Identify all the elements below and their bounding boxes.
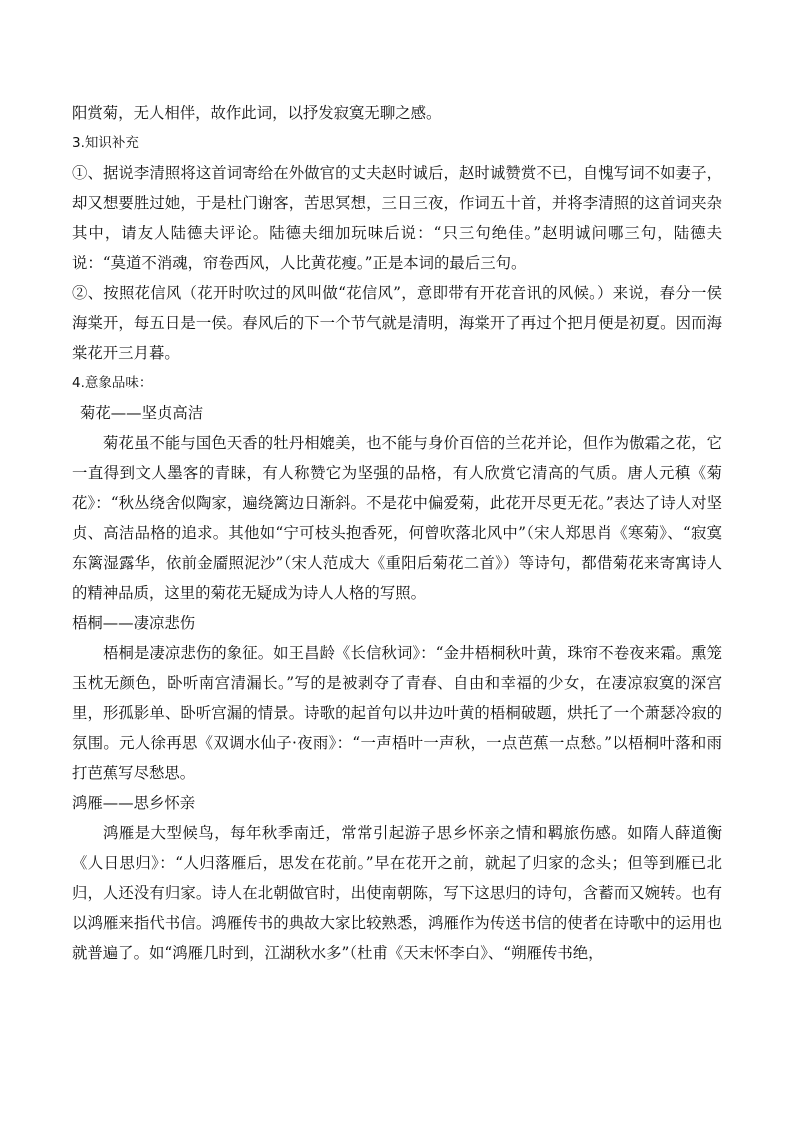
wutong-paragraph: 梧桐是凄凉悲伤的象征。如王昌龄《长信秋词》：“金井梧桐秋叶黄，珠帘不卷夜来霜。熏笼玉枕无颜色，卧听南宫清漏长。”写的是被剥夺了青春、自由和幸福的少女，在凄凉寂寞的深宫里，形孤影单、卧听宫漏的情景。诗歌的起首句以井边叶黄的梧桐破题，烘托了一个萧瑟冷寂的氛围。元人徐再思《双调水仙子·夜雨》：“一声梧叶一声秋，一点芭蕉一点愁。”以梧桐叶落和雨打芭蕉写尽愁思。 bbox=[72, 644, 722, 782]
document-body bbox=[72, 98, 722, 968]
wutong-heading: 梧桐——凄凉悲伤 bbox=[72, 614, 196, 632]
chrysanthemum-heading: 菊花——坚贞高洁 bbox=[80, 404, 204, 422]
note-1-paragraph: ①、据说李清照将这首词寄给在外做官的丈夫赵时诚后，赵时诚赞赏不已，自愧写词不如妻子，却又想要胜过她，于是杜门谢客，苦思冥想，三日三夜，作词五十首，并将李清照的这首词夹杂其中，请友人陆德夫评论。陆德夫细加玩味后说：“只三句绝佳。”赵明诚问哪三句，陆德夫说：“莫道不消魂，帘卷西风，人比黄花瘦。”正是本词的最后三句。 bbox=[72, 164, 722, 272]
chrysanthemum-paragraph: 菊花虽不能与国色天香的牡丹相媲美，也不能与身价百倍的兰花并论，但作为傲霜之花，它一直得到文人墨客的青睐，有人称赞它为坚强的品格，有人欣赏它清高的气质。唐人元稹《菊花》：“秋丛绕舍似陶家，遍绕篱边日渐斜。不是花中偏爱菊，此花开尽更无花。”表达了诗人对坚贞、高洁品格的追求。其他如“宁可枝头抱香死，何曾吹落北风中”（宋人郑思肖《寒菊》、“寂寞东篱湿露华，依前金靥照泥沙”（宋人范成大《重阳后菊花二首》）等诗句，都借菊花来寄寓诗人的精神品质，这里的菊花无疑成为诗人人格的写照。 bbox=[72, 434, 722, 602]
intro-line: 阳赏菊，无人相伴，故作此词，以抒发寂寞无聊之感。 bbox=[72, 104, 442, 122]
section-3-heading: 3.知识补充 bbox=[72, 135, 139, 151]
goose-heading: 鸿雁——思乡怀亲 bbox=[72, 794, 196, 812]
goose-paragraph: 鸿雁是大型候鸟，每年秋季南迁，常常引起游子思乡怀亲之情和羁旅伤感。如隋人薛道衡《人日思归》：“人归落雁后，思发在花前。”早在花开之前，就起了归家的念头；但等到雁已北归，人还没有归家。诗人在北朝做官时，出使南朝陈，写下这思归的诗句，含蓄而又婉转。也有以鸿雁来指代书信。鸿雁传书的典故大家比较熟悉，鸿雁作为传送书信的使者在诗歌中的运用也就普遍了。如“鸿雁几时到，江湖秋水多”（杜甫《天末怀李白》、“朔雁传书绝， bbox=[72, 824, 722, 962]
note-2-paragraph: ②、按照花信风（花开时吹过的风叫做“花信风”，意即带有开花音讯的风候。）来说，春分一侯海棠开，每五日是一侯。春风后的下一个节气就是清明，海棠开了再过个把月便是初夏。因而海棠花开三月暮。 bbox=[72, 284, 722, 362]
section-4-heading: 4.意象品味： bbox=[72, 375, 153, 391]
